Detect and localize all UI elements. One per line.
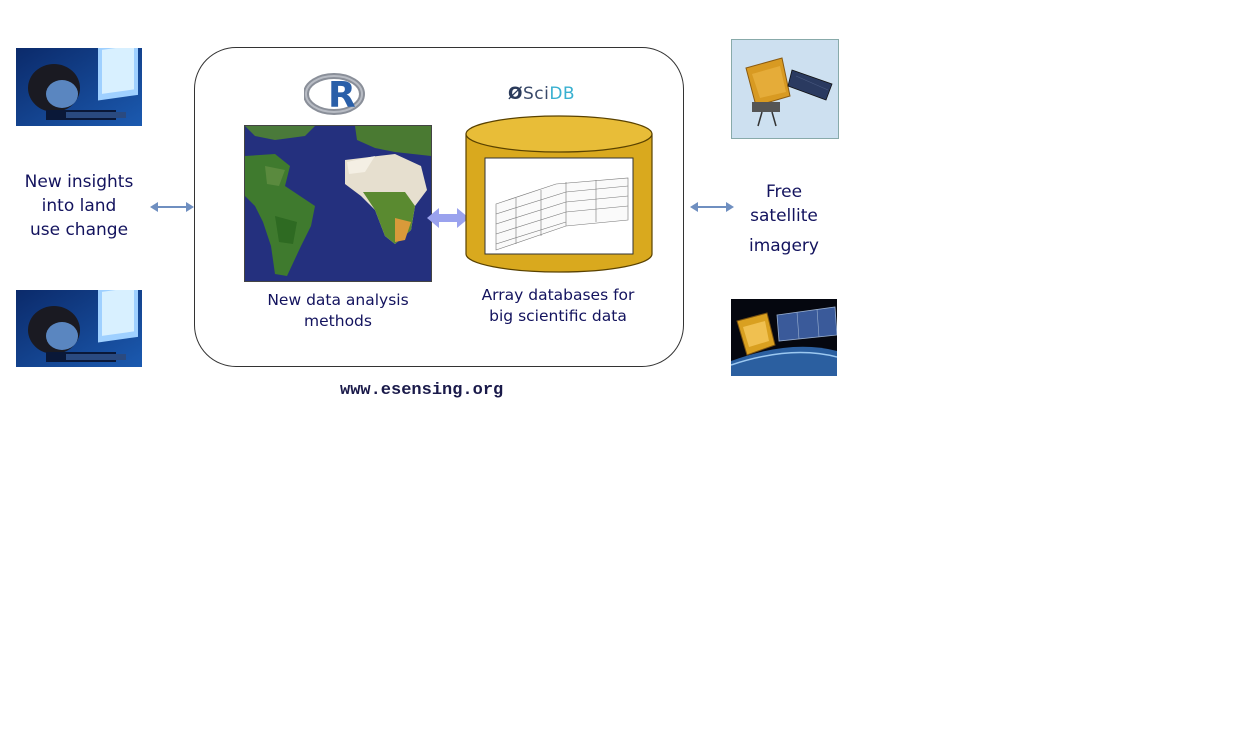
map-caption-line-1: New data analysis [267,291,409,309]
right-label-line-3: imagery [748,236,819,256]
left-label-line-2: into land [41,196,117,216]
right-label-line-2: satellite [750,206,818,226]
db-caption-line-1: Array databases for [481,286,635,304]
map-caption [236,290,440,332]
website-url: www.esensing.org [340,381,504,400]
scidb-logo-db: DB [549,84,576,104]
left-label-line-1: New insights [24,172,134,192]
db-caption-line-2: big scientific data [489,307,627,325]
scidb-logo [508,84,575,104]
world-map-image [244,125,432,282]
array-table-graphic [486,160,632,254]
left-label [8,170,150,242]
right-label [728,180,840,258]
satellite-photo-bottom [731,299,837,376]
map-caption-line-2: methods [304,312,372,330]
scidb-logo-mark: Ø [508,84,523,104]
right-label-line-1: Free [765,182,803,202]
r-logo [304,72,370,118]
left-double-arrow [148,200,196,214]
scidb-logo-sci: Sci [522,84,550,104]
user-photo-bottom [16,290,142,367]
left-label-line-3: use change [29,220,129,240]
user-photo-top [16,48,142,126]
db-caption [452,285,664,327]
satellite-photo-top [731,39,839,139]
r-logo-letter: R [328,75,356,116]
